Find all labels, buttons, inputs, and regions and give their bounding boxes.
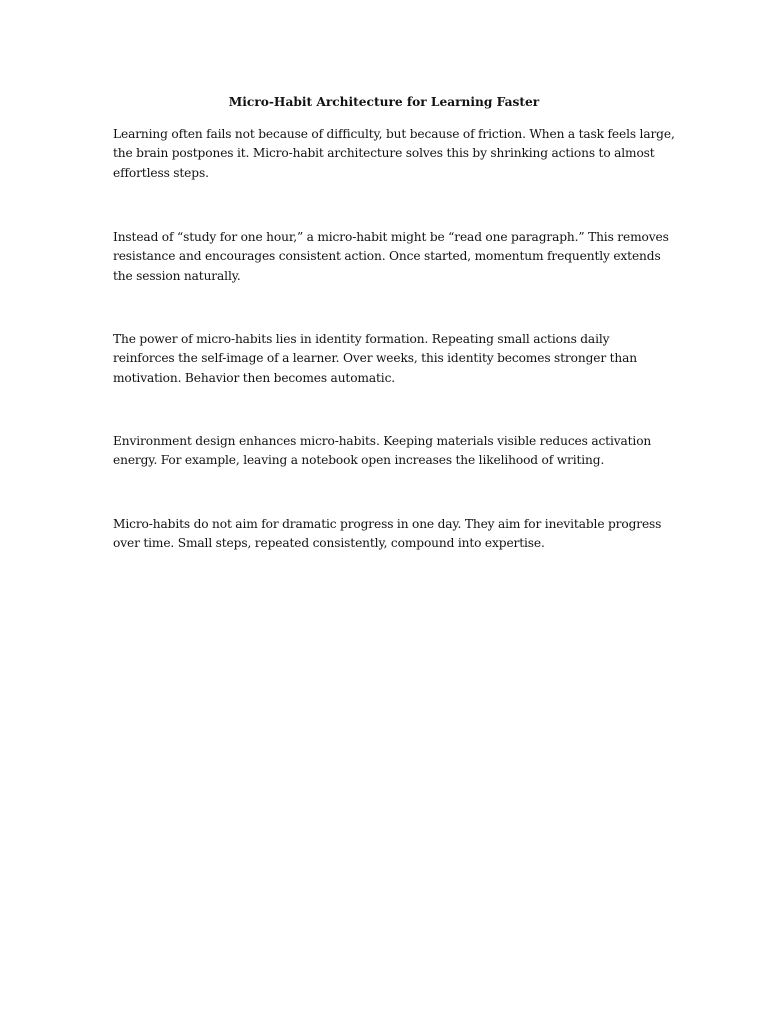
paragraph-line: Micro-habits do not aim for dramatic progress in one day. They aim for inevitable progress xyxy=(113,517,662,531)
paragraph-line: the brain postpones it. Micro-habit architecture solves this by shrinking actions to almost xyxy=(113,146,655,161)
paragraph-line: over time. Small steps, repeated consistently, compound into expertise. xyxy=(113,536,545,551)
paragraph-line: effortless steps. xyxy=(113,165,209,180)
paragraph-conclusion xyxy=(113,515,662,554)
paragraph-line: Instead of “study for one hour,” a micro-habit might be “read one paragraph.” This removes xyxy=(113,230,669,244)
paragraph-line: resistance and encourages consistent action. Once started, momentum frequently extends xyxy=(113,249,661,264)
paragraph-line: motivation. Behavior then becomes automatic. xyxy=(113,370,396,385)
paragraph-line: Learning often fails not because of difficulty, but because of friction. When a task feels large, xyxy=(113,127,675,141)
paragraph-line: reinforces the self-image of a learner. Over weeks, this identity becomes stronger than xyxy=(113,351,637,366)
paragraph-line: Environment design enhances micro-habits. Keeping materials visible reduces activation xyxy=(113,434,652,448)
paragraph-line: The power of micro-habits lies in identity formation. Repeating small actions daily xyxy=(113,332,610,346)
paragraph-environment xyxy=(113,432,658,471)
paragraph-line: the session naturally. xyxy=(113,268,241,283)
paragraph-micro-habit-example xyxy=(113,228,669,286)
paragraph-friction xyxy=(113,125,675,183)
document-title: Micro-Habit Architecture for Learning Faster xyxy=(228,95,540,109)
paragraph-identity xyxy=(113,330,658,388)
paragraph-line: energy. For example, leaving a notebook open increases the likelihood of writing. xyxy=(113,453,605,468)
